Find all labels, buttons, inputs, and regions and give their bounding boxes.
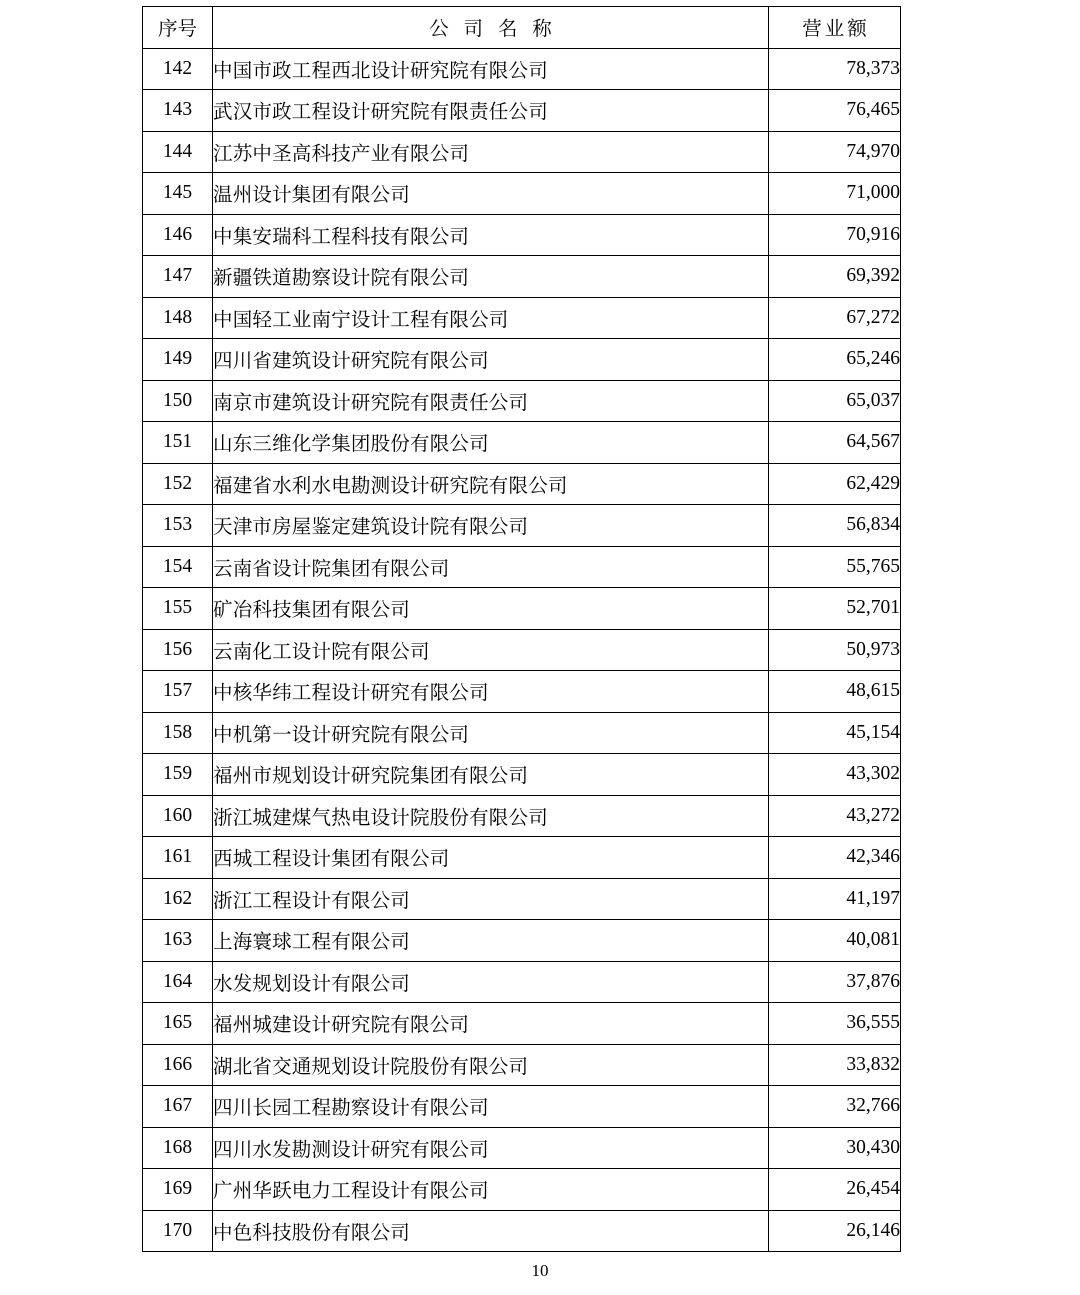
cell-company-name: 中集安瑞科工程科技有限公司 [213,214,769,256]
table-row [143,1086,901,1128]
cell-rank: 142 [143,48,213,90]
table-row [143,712,901,754]
cell-revenue: 52,701 [769,588,901,630]
cell-company-name: 矿冶科技集团有限公司 [213,588,769,630]
cell-revenue: 56,834 [769,505,901,547]
table-row [143,878,901,920]
cell-company-name: 广州华跃电力工程设计有限公司 [213,1169,769,1211]
cell-revenue: 65,246 [769,339,901,381]
cell-rank: 157 [143,671,213,713]
table-row [143,795,901,837]
cell-rank: 148 [143,297,213,339]
table-row [143,1127,901,1169]
cell-rank: 146 [143,214,213,256]
cell-revenue: 76,465 [769,90,901,132]
table-row [143,380,901,422]
cell-rank: 149 [143,339,213,381]
table-row [143,90,901,132]
cell-revenue: 55,765 [769,546,901,588]
cell-revenue: 26,454 [769,1169,901,1211]
cell-revenue: 69,392 [769,256,901,298]
cell-company-name: 西城工程设计集团有限公司 [213,837,769,879]
table-header-row [143,7,901,49]
table-row [143,1003,901,1045]
cell-rank: 154 [143,546,213,588]
table-row [143,754,901,796]
cell-company-name: 中国轻工业南宁设计工程有限公司 [213,297,769,339]
cell-revenue: 40,081 [769,920,901,962]
cell-rank: 152 [143,463,213,505]
cell-revenue: 26,146 [769,1210,901,1252]
cell-company-name: 温州设计集团有限公司 [213,173,769,215]
cell-company-name: 中机第一设计研究院有限公司 [213,712,769,754]
cell-rank: 156 [143,629,213,671]
cell-revenue: 64,567 [769,422,901,464]
cell-rank: 168 [143,1127,213,1169]
table-row [143,546,901,588]
company-ranking-table [142,6,901,1252]
table-row [143,505,901,547]
cell-revenue: 43,272 [769,795,901,837]
cell-company-name: 福州市规划设计研究院集团有限公司 [213,754,769,796]
table-row [143,588,901,630]
cell-rank: 159 [143,754,213,796]
cell-company-name: 云南省设计院集团有限公司 [213,546,769,588]
table-row [143,463,901,505]
table-row [143,629,901,671]
cell-revenue: 43,302 [769,754,901,796]
cell-revenue: 30,430 [769,1127,901,1169]
cell-rank: 164 [143,961,213,1003]
table-row [143,1210,901,1252]
cell-revenue: 45,154 [769,712,901,754]
page-number: 10 [531,1261,549,1280]
cell-rank: 153 [143,505,213,547]
cell-company-name: 上海寰球工程有限公司 [213,920,769,962]
cell-company-name: 福建省水利水电勘测设计研究院有限公司 [213,463,769,505]
cell-revenue: 67,272 [769,297,901,339]
cell-company-name: 水发规划设计有限公司 [213,961,769,1003]
cell-rank: 165 [143,1003,213,1045]
column-header-revenue: 营业额 [769,7,901,49]
document-page [0,6,1080,1295]
cell-company-name: 南京市建筑设计研究院有限责任公司 [213,380,769,422]
cell-revenue: 74,970 [769,131,901,173]
table-row [143,1169,901,1211]
cell-company-name: 浙江城建煤气热电设计院股份有限公司 [213,795,769,837]
cell-rank: 147 [143,256,213,298]
cell-rank: 162 [143,878,213,920]
cell-revenue: 32,766 [769,1086,901,1128]
cell-revenue: 65,037 [769,380,901,422]
cell-company-name: 福州城建设计研究院有限公司 [213,1003,769,1045]
cell-company-name: 新疆铁道勘察设计院有限公司 [213,256,769,298]
cell-rank: 158 [143,712,213,754]
cell-rank: 151 [143,422,213,464]
cell-company-name: 天津市房屋鉴定建筑设计院有限公司 [213,505,769,547]
table-row [143,214,901,256]
cell-rank: 169 [143,1169,213,1211]
cell-company-name: 浙江工程设计有限公司 [213,878,769,920]
cell-revenue: 78,373 [769,48,901,90]
cell-rank: 144 [143,131,213,173]
cell-rank: 150 [143,380,213,422]
cell-company-name: 湖北省交通规划设计院股份有限公司 [213,1044,769,1086]
table-row [143,422,901,464]
cell-company-name: 中核华纬工程设计研究有限公司 [213,671,769,713]
cell-company-name: 江苏中圣高科技产业有限公司 [213,131,769,173]
cell-company-name: 云南化工设计院有限公司 [213,629,769,671]
cell-rank: 166 [143,1044,213,1086]
cell-company-name: 中色科技股份有限公司 [213,1210,769,1252]
table-row [143,131,901,173]
table-row [143,339,901,381]
cell-revenue: 36,555 [769,1003,901,1045]
column-header-company-name: 公 司 名 称 [213,7,769,49]
table-row [143,961,901,1003]
cell-rank: 160 [143,795,213,837]
table-row [143,256,901,298]
cell-company-name: 中国市政工程西北设计研究院有限公司 [213,48,769,90]
column-header-rank: 序号 [143,7,213,49]
table-row [143,297,901,339]
cell-revenue: 41,197 [769,878,901,920]
cell-rank: 161 [143,837,213,879]
cell-revenue: 37,876 [769,961,901,1003]
table-body [143,48,901,1252]
cell-revenue: 62,429 [769,463,901,505]
table-row [143,671,901,713]
table-row [143,837,901,879]
cell-revenue: 33,832 [769,1044,901,1086]
table-row [143,1044,901,1086]
table-header [143,7,901,49]
cell-revenue: 50,973 [769,629,901,671]
table-row [143,173,901,215]
cell-company-name: 四川长园工程勘察设计有限公司 [213,1086,769,1128]
cell-revenue: 70,916 [769,214,901,256]
cell-rank: 155 [143,588,213,630]
cell-rank: 143 [143,90,213,132]
cell-company-name: 山东三维化学集团股份有限公司 [213,422,769,464]
cell-rank: 163 [143,920,213,962]
table-row [143,48,901,90]
cell-company-name: 四川水发勘测设计研究有限公司 [213,1127,769,1169]
cell-rank: 167 [143,1086,213,1128]
cell-revenue: 42,346 [769,837,901,879]
cell-company-name: 四川省建筑设计研究院有限公司 [213,339,769,381]
cell-revenue: 71,000 [769,173,901,215]
cell-rank: 170 [143,1210,213,1252]
cell-company-name: 武汉市政工程设计研究院有限责任公司 [213,90,769,132]
table-row [143,920,901,962]
cell-revenue: 48,615 [769,671,901,713]
cell-rank: 145 [143,173,213,215]
